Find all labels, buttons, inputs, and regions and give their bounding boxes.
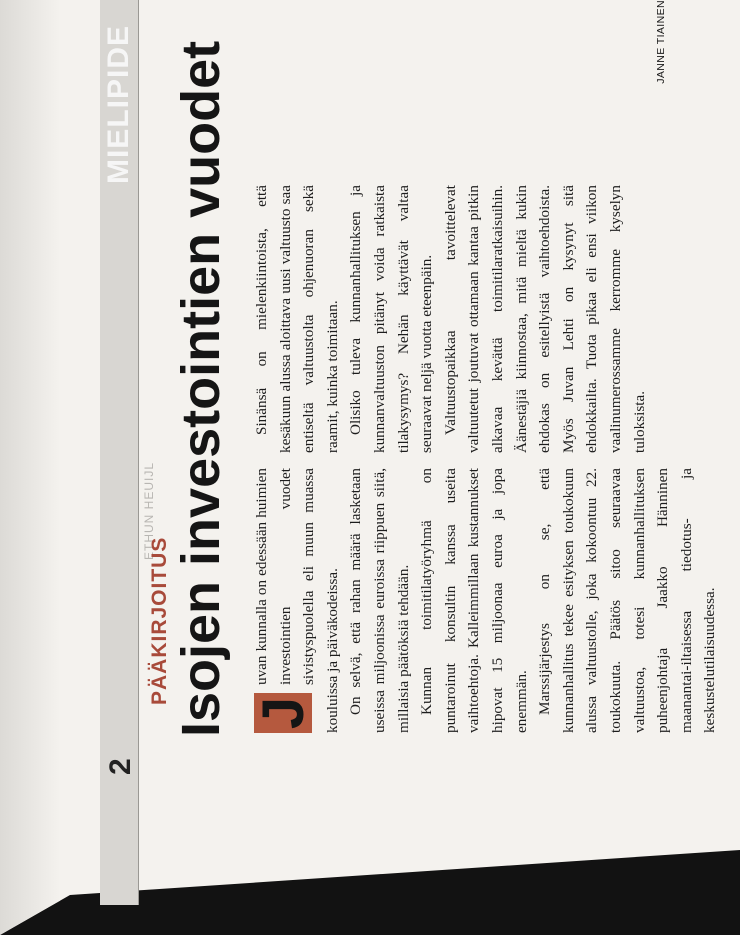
article-column-2 xyxy=(250,185,651,453)
author-byline: JANNE TIAINEN xyxy=(655,0,667,84)
page-header-bar xyxy=(100,0,139,905)
article-paragraph: Olisiko tuleva kunnanhallituksen ja kunnanvaltuuston pitänyt voida ratkaista tilakysymys? Nehän käyttävät valtaa seuraavat neljä vuotta eteenpäin. xyxy=(347,185,436,453)
article-paragraph: On selvä, että rahan määrä lasketaan useissa miljoonissa euroissa riippuen siitä, millaisia päätöksiä tehdään. xyxy=(347,468,412,733)
article-paragraph: Valtuustopaikkaa tavoittelevat valtuutetut joutuvat ottamaan kantaa pitkin alkavaa kevättä toimitilaratkaisuihin. Äänestäjiä kiinnostaa, mitä mieltä kukin ehdokas on esitellyistä vaihtoehdoista. Myös Juvan Lehti on kysynyt sitä ehdokkailta. Tuota pikaa eli ensi viikon vaalinumerossamme kerromme kyselyn tuloksista. xyxy=(441,185,648,453)
article-paragraph: Marssijärjestys on se, että kunnanhallitus tekee esityksen toukokuun alussa valtuustolle, joka kokoontuu 22. toukokuuta. Päätös sitoo seuraavaa valtuustoa, totesi kunnanhallituksen puheenjohtaja Jaakko Hänninen maanantai-iltaisessa tiedotus- ja keskustelutilaisuudessa. xyxy=(536,468,719,733)
newspaper-page xyxy=(100,0,719,905)
page-number: 2 xyxy=(104,758,137,775)
article-paragraph: Sinänsä on mielenkiintoista, että kesäkuun alussa aloittava uusi valtuusto saa entiseltä valtuustolta ohjenuoran sekä raamit, kuinka toimitaan. xyxy=(253,185,341,453)
section-label: MIELIPIDE xyxy=(102,25,135,185)
article-paragraph: J uvan kunnalla on edessään huimien investointien vuodet sivistyspuolella eli muun muassa kouluissa ja päiväkodeissa. xyxy=(251,468,341,733)
faint-mark: ETHUN HEUIJL xyxy=(142,461,156,560)
article-column-1 xyxy=(250,468,722,733)
article-paragraph: Kunnan toimitilatyöryhmä on puntaroinut konsultin kanssa useita vaihtoehtoja. Kalleimmillaan kustannukset hipovat 15 miljoonaa euroa ja jopa enemmän. xyxy=(418,468,530,733)
article-kicker: PÄÄKIRJOITUS xyxy=(148,536,171,705)
drop-cap: J xyxy=(254,693,312,733)
article-headline: Isojen investointien vuodet xyxy=(171,40,231,737)
